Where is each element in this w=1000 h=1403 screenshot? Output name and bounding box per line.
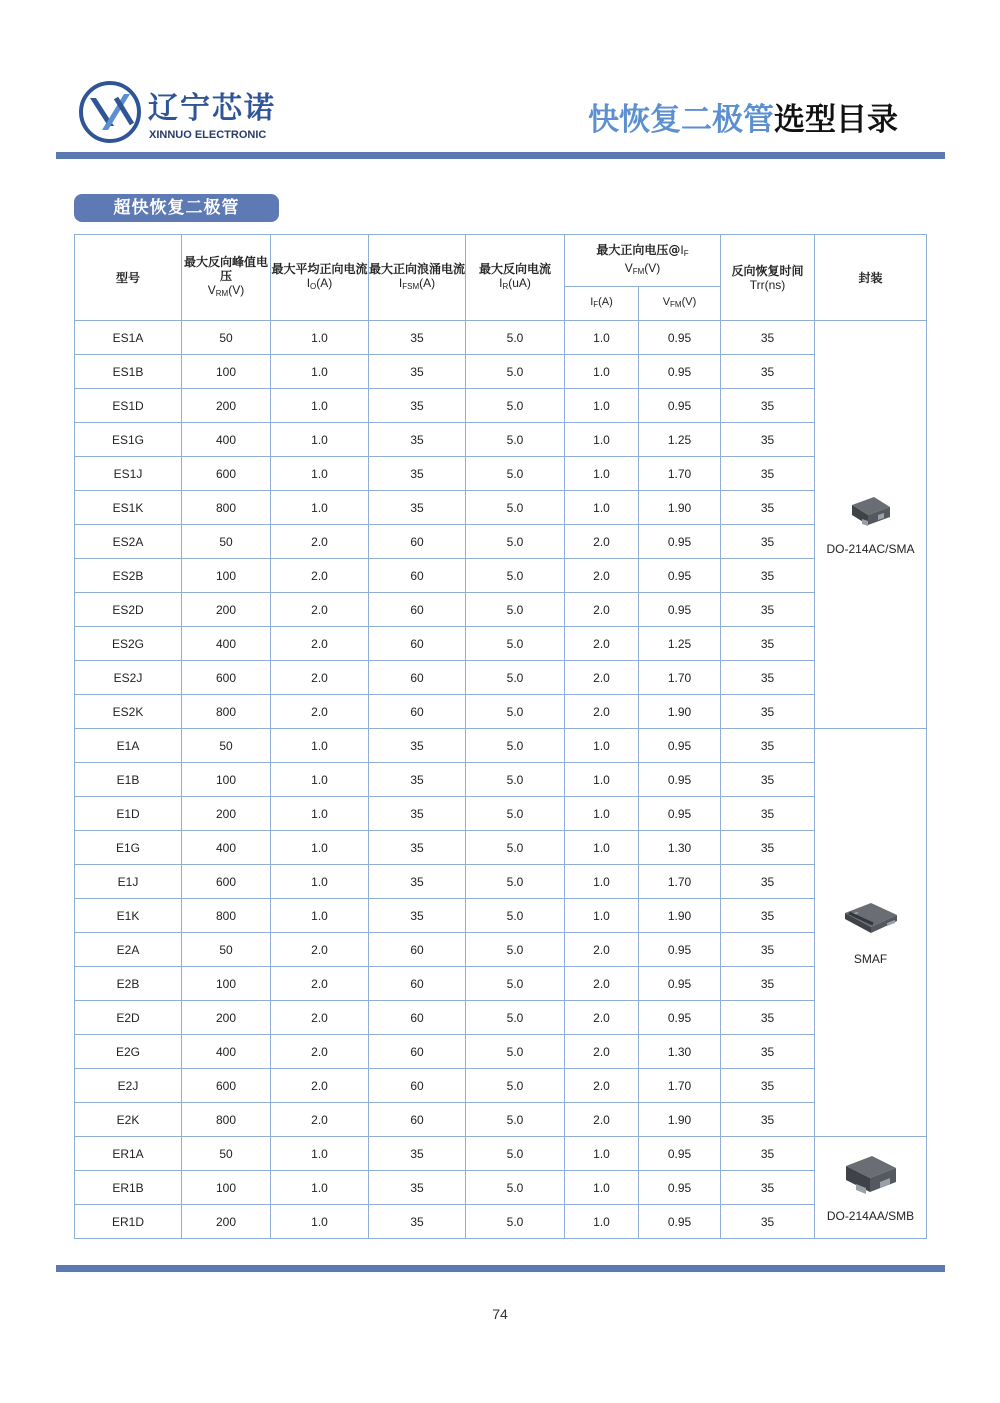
cell-if: 1.0 [565, 763, 639, 797]
cell-vrm: 50 [182, 933, 271, 967]
cell-if: 1.0 [565, 831, 639, 865]
cell-io: 2.0 [271, 627, 369, 661]
cell-model: ES1A [75, 321, 182, 355]
cell-vrm: 100 [182, 1171, 271, 1205]
cell-if: 2.0 [565, 593, 639, 627]
cell-ir: 5.0 [466, 423, 565, 457]
cell-if: 1.0 [565, 389, 639, 423]
cell-vfm: 0.95 [639, 729, 721, 763]
cell-if: 2.0 [565, 1103, 639, 1137]
cell-if: 1.0 [565, 729, 639, 763]
cell-vfm: 0.95 [639, 389, 721, 423]
cell-io: 2.0 [271, 559, 369, 593]
cell-trr: 35 [721, 967, 815, 1001]
cell-model: E2K [75, 1103, 182, 1137]
cell-vfm: 0.95 [639, 763, 721, 797]
cell-io: 2.0 [271, 1103, 369, 1137]
xinnuo-logo-icon [78, 80, 142, 144]
cell-vrm: 200 [182, 1205, 271, 1239]
cell-trr: 35 [721, 1001, 815, 1035]
cell-model: ES2K [75, 695, 182, 729]
cell-trr: 35 [721, 933, 815, 967]
col-header-vfm-group: 最大正向电压$@I_F$ $V_{FM}(V)$ [565, 235, 721, 287]
cell-ifsm: 35 [369, 423, 466, 457]
package-cell [815, 321, 927, 729]
cell-io: 1.0 [271, 763, 369, 797]
table-row [75, 661, 927, 695]
cell-io: 1.0 [271, 797, 369, 831]
cell-model: E1D [75, 797, 182, 831]
cell-trr: 35 [721, 1069, 815, 1103]
cell-io: 2.0 [271, 933, 369, 967]
cell-trr: 35 [721, 1035, 815, 1069]
table-row [75, 933, 927, 967]
cell-ifsm: 35 [369, 797, 466, 831]
cell-ifsm: 35 [369, 865, 466, 899]
table-row [75, 525, 927, 559]
cell-io: 1.0 [271, 423, 369, 457]
table-row [75, 1205, 927, 1239]
table-row [75, 423, 927, 457]
col-header-model: 型号 [75, 235, 182, 321]
table-row [75, 321, 927, 355]
cell-model: E1A [75, 729, 182, 763]
spec-table [74, 234, 927, 1239]
cell-model: E1K [75, 899, 182, 933]
cell-if: 1.0 [565, 355, 639, 389]
cell-trr: 35 [721, 1103, 815, 1137]
cell-ifsm: 35 [369, 389, 466, 423]
cell-vfm: 1.70 [639, 1069, 721, 1103]
cell-ifsm: 35 [369, 1137, 466, 1171]
cell-vfm: 1.70 [639, 457, 721, 491]
cell-ifsm: 35 [369, 1171, 466, 1205]
cell-ifsm: 35 [369, 899, 466, 933]
cell-ifsm: 60 [369, 967, 466, 1001]
cell-if: 1.0 [565, 423, 639, 457]
cell-model: ES2G [75, 627, 182, 661]
cell-vfm: 1.70 [639, 661, 721, 695]
page-number: 74 [492, 1306, 508, 1322]
cell-io: 1.0 [271, 1205, 369, 1239]
cell-io: 1.0 [271, 321, 369, 355]
cell-ir: 5.0 [466, 695, 565, 729]
cell-ir: 5.0 [466, 1069, 565, 1103]
cell-io: 1.0 [271, 729, 369, 763]
table-row [75, 1137, 927, 1171]
cell-trr: 35 [721, 593, 815, 627]
cell-vrm: 50 [182, 525, 271, 559]
cell-ifsm: 35 [369, 1205, 466, 1239]
cell-if: 1.0 [565, 1171, 639, 1205]
cell-model: E1B [75, 763, 182, 797]
cell-vfm: 0.95 [639, 1205, 721, 1239]
cell-if: 1.0 [565, 491, 639, 525]
cell-io: 2.0 [271, 661, 369, 695]
if-unit: (A) [598, 296, 613, 308]
cell-vfm: 1.30 [639, 831, 721, 865]
footer-divider [56, 1265, 945, 1272]
cell-trr: 35 [721, 559, 815, 593]
cell-vfm: 1.90 [639, 899, 721, 933]
cell-vrm: 100 [182, 559, 271, 593]
cell-ir: 5.0 [466, 729, 565, 763]
cell-ir: 5.0 [466, 491, 565, 525]
section-title: 超快恢复二极管 [74, 194, 279, 222]
cell-io: 1.0 [271, 389, 369, 423]
cell-model: E2G [75, 1035, 182, 1069]
table-row [75, 559, 927, 593]
smb-package-icon [842, 1152, 900, 1203]
cell-ir: 5.0 [466, 661, 565, 695]
cell-vfm: 0.95 [639, 967, 721, 1001]
cell-ifsm: 35 [369, 355, 466, 389]
cell-model: ES2D [75, 593, 182, 627]
table-row [75, 1103, 927, 1137]
cell-if: 1.0 [565, 457, 639, 491]
cell-io: 2.0 [271, 695, 369, 729]
cell-vfm: 1.30 [639, 1035, 721, 1069]
io-label: 最大平均正向电流 [271, 261, 368, 276]
cell-if: 2.0 [565, 525, 639, 559]
cell-vrm: 800 [182, 899, 271, 933]
cell-vrm: 600 [182, 1069, 271, 1103]
cell-if: 2.0 [565, 1069, 639, 1103]
cell-if: 2.0 [565, 1035, 639, 1069]
ir-label: 最大反向电流 [478, 261, 551, 276]
table-row [75, 355, 927, 389]
table-row [75, 389, 927, 423]
cell-trr: 35 [721, 865, 815, 899]
cell-vrm: 600 [182, 661, 271, 695]
cell-vfm: 0.95 [639, 1137, 721, 1171]
cell-ifsm: 60 [369, 1069, 466, 1103]
cell-ir: 5.0 [466, 1171, 565, 1205]
cell-ir: 5.0 [466, 457, 565, 491]
cell-vrm: 800 [182, 1103, 271, 1137]
cell-ir: 5.0 [466, 559, 565, 593]
cell-vfm: 1.25 [639, 423, 721, 457]
cell-vrm: 400 [182, 627, 271, 661]
cell-io: 1.0 [271, 457, 369, 491]
cell-vrm: 600 [182, 865, 271, 899]
brand-name-cn: 辽宁芯诺 [148, 91, 276, 126]
vrm-label: 最大反向峰值电压 [183, 254, 268, 283]
cell-vrm: 600 [182, 457, 271, 491]
cell-vfm: 0.95 [639, 355, 721, 389]
cell-ir: 5.0 [466, 627, 565, 661]
cell-vrm: 400 [182, 1035, 271, 1069]
cell-model: ES1B [75, 355, 182, 389]
ir-symbol: $I_R(uA)$ [499, 275, 531, 291]
cell-io: 2.0 [271, 967, 369, 1001]
spec-table-body [75, 321, 927, 1239]
cell-model: ES1K [75, 491, 182, 525]
header-divider [56, 152, 945, 159]
ifsm-label: 最大正向浪涌电流 [369, 261, 466, 276]
cell-trr: 35 [721, 1171, 815, 1205]
cell-io: 2.0 [271, 1001, 369, 1035]
cell-model: ES1D [75, 389, 182, 423]
cell-trr: 35 [721, 355, 815, 389]
cell-io: 1.0 [271, 491, 369, 525]
cell-io: 2.0 [271, 1069, 369, 1103]
cell-vfm: 0.95 [639, 525, 721, 559]
col-header-ir [466, 235, 565, 321]
cell-io: 2.0 [271, 1035, 369, 1069]
cell-if: 2.0 [565, 627, 639, 661]
cell-vfm: 0.95 [639, 797, 721, 831]
table-row [75, 457, 927, 491]
cell-ifsm: 35 [369, 457, 466, 491]
vfm-group-label: 最大正向电压@ [596, 242, 681, 257]
cell-if: 1.0 [565, 865, 639, 899]
vfm-unit: (V) [681, 296, 697, 308]
cell-ifsm: 60 [369, 1103, 466, 1137]
cell-trr: 35 [721, 525, 815, 559]
cell-model: E2D [75, 1001, 182, 1035]
col-header-io [271, 235, 369, 321]
table-row [75, 899, 927, 933]
cell-trr: 35 [721, 899, 815, 933]
cell-ir: 5.0 [466, 899, 565, 933]
table-row [75, 627, 927, 661]
package-wrap [815, 493, 926, 556]
cell-vfm: 0.95 [639, 321, 721, 355]
cell-io: 2.0 [271, 593, 369, 627]
cell-io: 2.0 [271, 525, 369, 559]
package-cell [815, 729, 927, 1137]
ir-unit: (uA) [508, 275, 531, 290]
cell-model: ES2J [75, 661, 182, 695]
package-name: SMAF [853, 952, 888, 966]
cell-ifsm: 60 [369, 593, 466, 627]
cell-if: 1.0 [565, 797, 639, 831]
table-row [75, 831, 927, 865]
ifsm-unit: (A) [419, 275, 436, 290]
cell-ifsm: 60 [369, 661, 466, 695]
cell-if: 1.0 [565, 321, 639, 355]
table-row [75, 797, 927, 831]
cell-if: 1.0 [565, 899, 639, 933]
cell-vfm: 1.25 [639, 627, 721, 661]
cell-trr: 35 [721, 729, 815, 763]
table-row [75, 1001, 927, 1035]
brand-name-en: XINNUO ELECTRONIC [149, 129, 267, 141]
table-row [75, 1035, 927, 1069]
cell-vrm: 200 [182, 797, 271, 831]
cell-ir: 5.0 [466, 525, 565, 559]
table-row [75, 491, 927, 525]
cell-ir: 5.0 [466, 865, 565, 899]
catalog-title [588, 100, 898, 140]
table-row [75, 1171, 927, 1205]
cell-vfm: 0.95 [639, 1171, 721, 1205]
cell-ifsm: 60 [369, 695, 466, 729]
cell-ir: 5.0 [466, 1103, 565, 1137]
cell-if: 1.0 [565, 1137, 639, 1171]
col-header-vfm: $V_{FM}(V)$ [639, 287, 721, 321]
cell-ir: 5.0 [466, 1205, 565, 1239]
cell-trr: 35 [721, 763, 815, 797]
ifsm-symbol: $I_{FSM}(A)$ [398, 275, 436, 291]
cell-model: E2J [75, 1069, 182, 1103]
cell-model: ES1G [75, 423, 182, 457]
cell-if: 2.0 [565, 967, 639, 1001]
cell-ifsm: 35 [369, 491, 466, 525]
cell-io: 1.0 [271, 355, 369, 389]
cell-ifsm: 35 [369, 321, 466, 355]
cell-ir: 5.0 [466, 321, 565, 355]
cell-io: 1.0 [271, 831, 369, 865]
cell-ir: 5.0 [466, 797, 565, 831]
cell-trr: 35 [721, 1137, 815, 1171]
cell-ir: 5.0 [466, 1137, 565, 1171]
cell-vfm: 1.70 [639, 865, 721, 899]
cell-vfm: 0.95 [639, 933, 721, 967]
cell-vrm: 100 [182, 355, 271, 389]
cell-trr: 35 [721, 491, 815, 525]
cell-ifsm: 60 [369, 1035, 466, 1069]
cell-if: 2.0 [565, 695, 639, 729]
cell-trr: 35 [721, 1205, 815, 1239]
vrm-symbol: $V_{RM}(V)$ [207, 282, 245, 298]
cell-ir: 5.0 [466, 967, 565, 1001]
cell-trr: 35 [721, 831, 815, 865]
cell-trr: 35 [721, 797, 815, 831]
smaf-package-icon [843, 899, 899, 946]
package-name: DO-214AA/SMB [826, 1209, 915, 1223]
cell-trr: 35 [721, 661, 815, 695]
vfm-group-unit: (V) [644, 260, 661, 275]
cell-ifsm: 35 [369, 831, 466, 865]
cell-vrm: 100 [182, 967, 271, 1001]
cell-vrm: 200 [182, 593, 271, 627]
package-name: DO-214AC/SMA [826, 542, 915, 556]
cell-ir: 5.0 [466, 933, 565, 967]
cell-vrm: 50 [182, 321, 271, 355]
cell-ifsm: 60 [369, 1001, 466, 1035]
table-row [75, 967, 927, 1001]
cell-trr: 35 [721, 321, 815, 355]
table-row [75, 1069, 927, 1103]
cell-io: 1.0 [271, 865, 369, 899]
package-wrap [815, 899, 926, 966]
cell-vfm: 1.90 [639, 695, 721, 729]
trr-label: 反向恢复时间 [731, 263, 804, 278]
cell-vfm: 0.95 [639, 1001, 721, 1035]
cell-ir: 5.0 [466, 389, 565, 423]
cell-io: 1.0 [271, 899, 369, 933]
sma-package-icon [848, 493, 894, 536]
cell-vfm: 1.90 [639, 491, 721, 525]
cell-trr: 35 [721, 423, 815, 457]
cell-vfm: 1.90 [639, 1103, 721, 1137]
cell-ifsm: 60 [369, 627, 466, 661]
col-header-package: 封装 [815, 235, 927, 321]
col-header-vrm [182, 235, 271, 321]
vrm-unit: (V) [228, 282, 245, 297]
cell-vrm: 200 [182, 1001, 271, 1035]
cell-trr: 35 [721, 457, 815, 491]
cell-ifsm: 35 [369, 763, 466, 797]
cell-vrm: 100 [182, 763, 271, 797]
cell-trr: 35 [721, 627, 815, 661]
col-header-ifsm [369, 235, 466, 321]
cell-if: 2.0 [565, 559, 639, 593]
cell-vfm: 0.95 [639, 559, 721, 593]
cell-model: ER1B [75, 1171, 182, 1205]
cell-model: E2A [75, 933, 182, 967]
cell-model: ES2A [75, 525, 182, 559]
io-unit: (A) [316, 275, 333, 290]
cell-vrm: 200 [182, 389, 271, 423]
table-row [75, 729, 927, 763]
cell-model: ES2B [75, 559, 182, 593]
cell-ir: 5.0 [466, 831, 565, 865]
cell-vfm: 0.95 [639, 593, 721, 627]
cell-model: E1J [75, 865, 182, 899]
cell-ifsm: 35 [369, 729, 466, 763]
catalog-title-part1: 快恢复二极管 [588, 102, 774, 138]
catalog-title-part2: 选型目录 [774, 102, 898, 138]
trr-symbol: Trr(ns) [749, 277, 786, 292]
vfm-group-symbol: $V_{FM}(V)$ [624, 260, 661, 276]
cell-trr: 35 [721, 389, 815, 423]
cell-if: 2.0 [565, 661, 639, 695]
cell-ifsm: 60 [369, 525, 466, 559]
cell-model: E1G [75, 831, 182, 865]
cell-ir: 5.0 [466, 355, 565, 389]
io-symbol: $I_O(A)$ [306, 275, 333, 291]
cell-vrm: 50 [182, 729, 271, 763]
col-header-trr [721, 235, 815, 321]
cell-trr: 35 [721, 695, 815, 729]
cell-ir: 5.0 [466, 763, 565, 797]
cell-ifsm: 60 [369, 559, 466, 593]
cell-vrm: 50 [182, 1137, 271, 1171]
table-row [75, 593, 927, 627]
cell-ir: 5.0 [466, 593, 565, 627]
table-row [75, 695, 927, 729]
col-header-if: $I_F(A)$ [565, 287, 639, 321]
cell-ifsm: 60 [369, 933, 466, 967]
cell-io: 1.0 [271, 1137, 369, 1171]
cell-vrm: 400 [182, 423, 271, 457]
cell-ir: 5.0 [466, 1001, 565, 1035]
cell-model: E2B [75, 967, 182, 1001]
cell-vrm: 800 [182, 695, 271, 729]
package-wrap [815, 1152, 926, 1223]
cell-model: ER1A [75, 1137, 182, 1171]
cell-model: ER1D [75, 1205, 182, 1239]
cell-if: 1.0 [565, 1205, 639, 1239]
cell-ir: 5.0 [466, 1035, 565, 1069]
cell-if: 2.0 [565, 1001, 639, 1035]
cell-model: ES1J [75, 457, 182, 491]
cell-vrm: 800 [182, 491, 271, 525]
cell-vrm: 400 [182, 831, 271, 865]
cell-io: 1.0 [271, 1171, 369, 1205]
package-cell [815, 1137, 927, 1239]
table-row [75, 763, 927, 797]
table-row [75, 865, 927, 899]
cell-if: 2.0 [565, 933, 639, 967]
